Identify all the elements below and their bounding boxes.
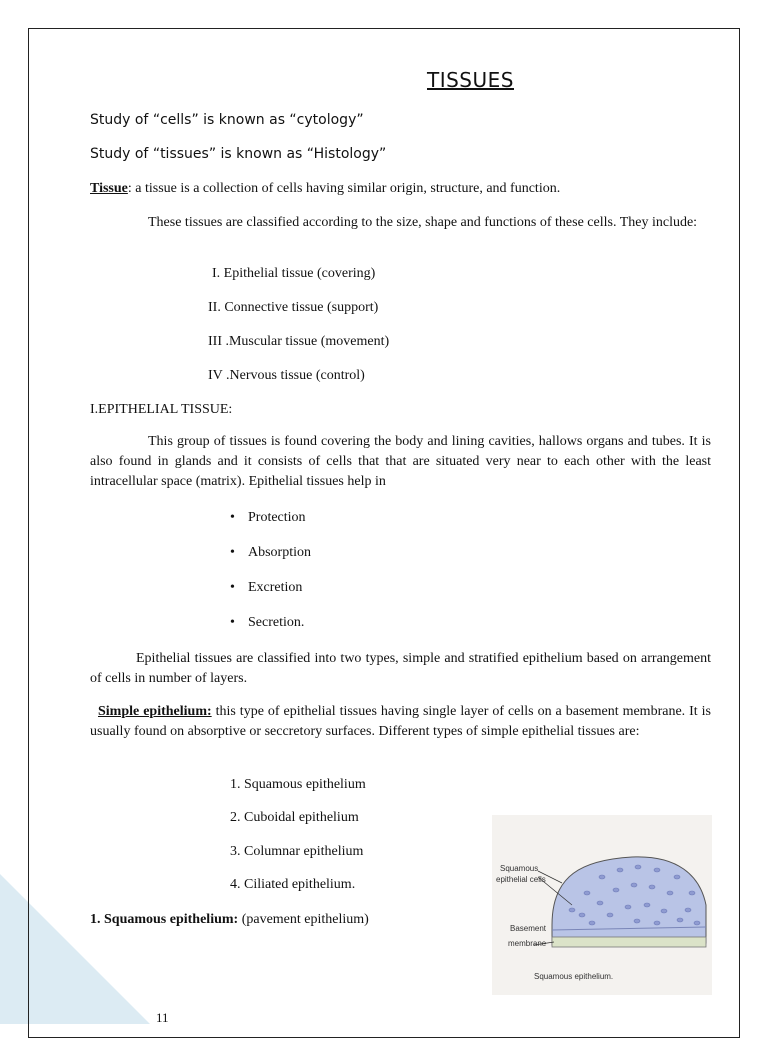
simple-type-item: 3. Columnar epithelium (230, 844, 364, 859)
tissue-type-item: II. Connective tissue (support) (208, 300, 379, 315)
function-label: Absorption (248, 545, 311, 560)
function-label: Secretion. (248, 615, 305, 630)
tissue-definition (90, 179, 711, 199)
figure-label-membrane-1: Basement (510, 924, 547, 933)
intro-cytology: Study of “cells” is known as “cytology” (90, 112, 364, 128)
function-item: • Excretion (230, 580, 303, 595)
simple-type-item: 4. Ciliated epithelium. (230, 877, 356, 892)
tissue-term: Tissue (90, 181, 128, 196)
simple-epithelium-term: Simple epithelium: (98, 704, 212, 719)
function-label: Protection (248, 510, 306, 525)
function-item: • Secretion. (230, 615, 305, 630)
function-item: • Protection (230, 510, 306, 525)
squamous-epithelium-illustration (492, 815, 712, 995)
epithelial-heading: I.EPITHELIAL TISSUE: (90, 402, 233, 417)
simple-epithelium-paragraph (90, 702, 711, 742)
tissue-type-item: I. Epithelial tissue (covering) (212, 266, 376, 281)
squamous-epithelium-figure (492, 815, 712, 995)
page-number: 11 (156, 1010, 169, 1025)
epithelial-paragraph: This group of tissues is found covering the body and lining cavities, hallows organs and tubes. It is also found in glands and it consists of cells that that are situated very near to each other with the least intracellular space (matrix). Epithelial tissues help in (90, 434, 711, 489)
page-title: TISSUES (427, 68, 514, 92)
figure-label-cells-2: epithelial cells (496, 875, 546, 884)
simple-epithelium-text: this type of epithelial tissues having single layer of cells on a basement membrane. It is usually found on absorptive or seccretory surfaces. Different types of simple epithelial tissues are: (90, 704, 711, 739)
intro-histology: Study of “tissues” is known as “Histology” (90, 146, 387, 162)
squamous-term: 1. Squamous epithelium: (90, 912, 239, 927)
figure-label-cells-1: Squamous (500, 864, 539, 873)
tissue-type-item: IV .Nervous tissue (control) (208, 368, 365, 383)
squamous-text: (pavement epithelium) (238, 912, 369, 927)
types-paragraph: Epithelial tissues are classified into two types, simple and stratified epithelium based on arrangement of cells in number of layers. (90, 651, 711, 686)
classification-paragraph: These tissues are classified according to the size, shape and functions of these cells. They include: (148, 215, 698, 230)
tissue-definition-text: : a tissue is a collection of cells having similar origin, structure, and function. (127, 181, 561, 196)
figure-label-membrane-2: membrane (508, 939, 547, 948)
function-item: • Absorption (230, 545, 311, 560)
simple-type-item: 1. Squamous epithelium (230, 777, 366, 792)
figure-caption: Squamous epithelium. (534, 972, 614, 981)
function-label: Excretion (248, 580, 303, 595)
simple-type-item: 2. Cuboidal epithelium (230, 810, 359, 825)
tissue-type-item: III .Muscular tissue (movement) (208, 334, 390, 349)
